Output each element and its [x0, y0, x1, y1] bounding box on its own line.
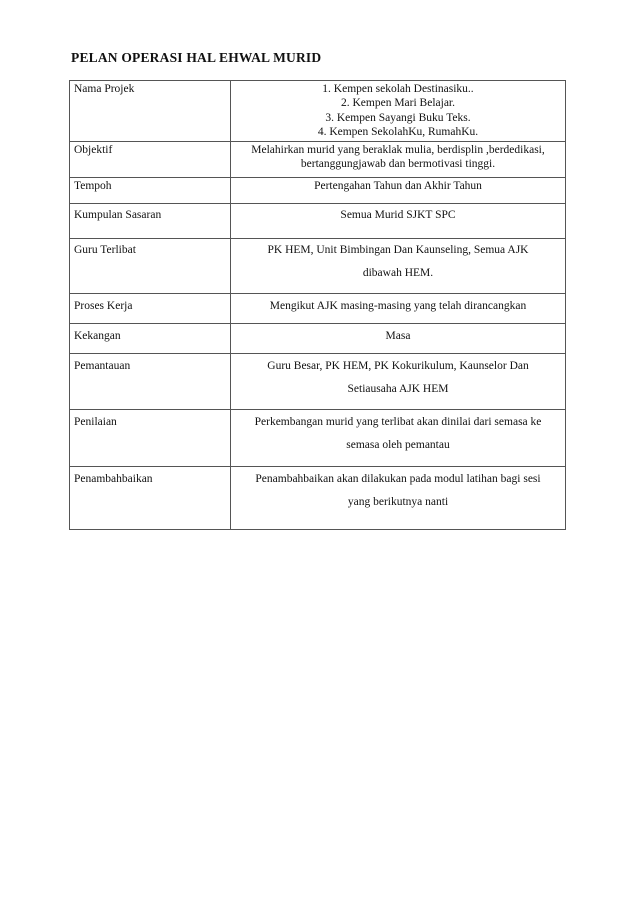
table-row-kekangan: [70, 323, 566, 353]
table-row-penilaian: [70, 409, 566, 466]
row-label: Kekangan: [70, 323, 231, 353]
value-line: 1. Kempen sekolah Destinasiku..: [322, 83, 474, 95]
table-row-pemantauan: [70, 353, 566, 409]
value-line: semasa oleh pemantau: [346, 439, 450, 452]
row-value: [231, 466, 566, 529]
row-value: [231, 203, 566, 238]
row-label: Penambahbaikan: [70, 466, 231, 529]
row-label: Nama Projek: [70, 81, 231, 142]
value-line: Pertengahan Tahun dan Akhir Tahun: [314, 179, 482, 192]
value-line: Melahirkan murid yang beraklak mulia, berdisplin ,berdedikasi,: [251, 143, 545, 156]
value-line: yang berikutnya nanti: [347, 496, 449, 509]
table-row-nama-projek: [70, 81, 566, 142]
row-label: Penilaian: [70, 409, 231, 466]
value-line: bertanggungjawab dan bermotivasi tinggi.: [300, 158, 496, 171]
row-value: [231, 409, 566, 466]
value-line: 4. Kempen SekolahKu, RumahKu.: [317, 126, 479, 139]
row-label: Kumpulan Sasaran: [70, 203, 231, 238]
value-line: 3. Kempen Sayangi Buku Teks.: [325, 111, 471, 124]
row-label: Objektif: [70, 141, 231, 177]
row-value: [231, 353, 566, 409]
operation-plan-table: [69, 80, 566, 530]
row-value: [231, 293, 566, 323]
value-line: dibawah HEM.: [362, 267, 434, 280]
row-value: [231, 141, 566, 177]
value-line: Setiausaha AJK HEM: [347, 383, 449, 396]
table-row-kumpulan-sasaran: [70, 203, 566, 238]
row-label: Proses Kerja: [70, 293, 231, 323]
row-label: Guru Terlibat: [70, 238, 231, 293]
row-value: [231, 81, 566, 142]
row-label: Tempoh: [70, 177, 231, 203]
row-value: [231, 177, 566, 203]
document-title: PELAN OPERASI HAL EHWAL MURID: [71, 50, 322, 65]
table-row-penambahbaikan: [70, 466, 566, 529]
row-value: [231, 238, 566, 293]
value-line: Mengikut AJK masing-masing yang telah dirancangkan: [269, 299, 527, 312]
value-line: Semua Murid SJKT SPC: [340, 208, 456, 221]
value-line: Perkembangan murid yang terlibat akan dinilai dari semasa ke: [254, 415, 542, 428]
table-row-tempoh: [70, 177, 566, 203]
value-line: Masa: [385, 329, 411, 342]
row-value: [231, 323, 566, 353]
table-row-objektif: [70, 141, 566, 177]
value-line: Guru Besar, PK HEM, PK Kokurikulum, Kaunselor Dan: [267, 359, 529, 372]
value-line: 2. Kempen Mari Belajar.: [340, 97, 455, 110]
value-line: Penambahbaikan akan dilakukan pada modul latihan bagi sesi: [255, 472, 541, 485]
table-row-guru-terlibat: [70, 238, 566, 293]
value-line: PK HEM, Unit Bimbingan Dan Kaunseling, Semua AJK: [267, 243, 529, 256]
table-row-proses-kerja: [70, 293, 566, 323]
row-label: Pemantauan: [70, 353, 231, 409]
